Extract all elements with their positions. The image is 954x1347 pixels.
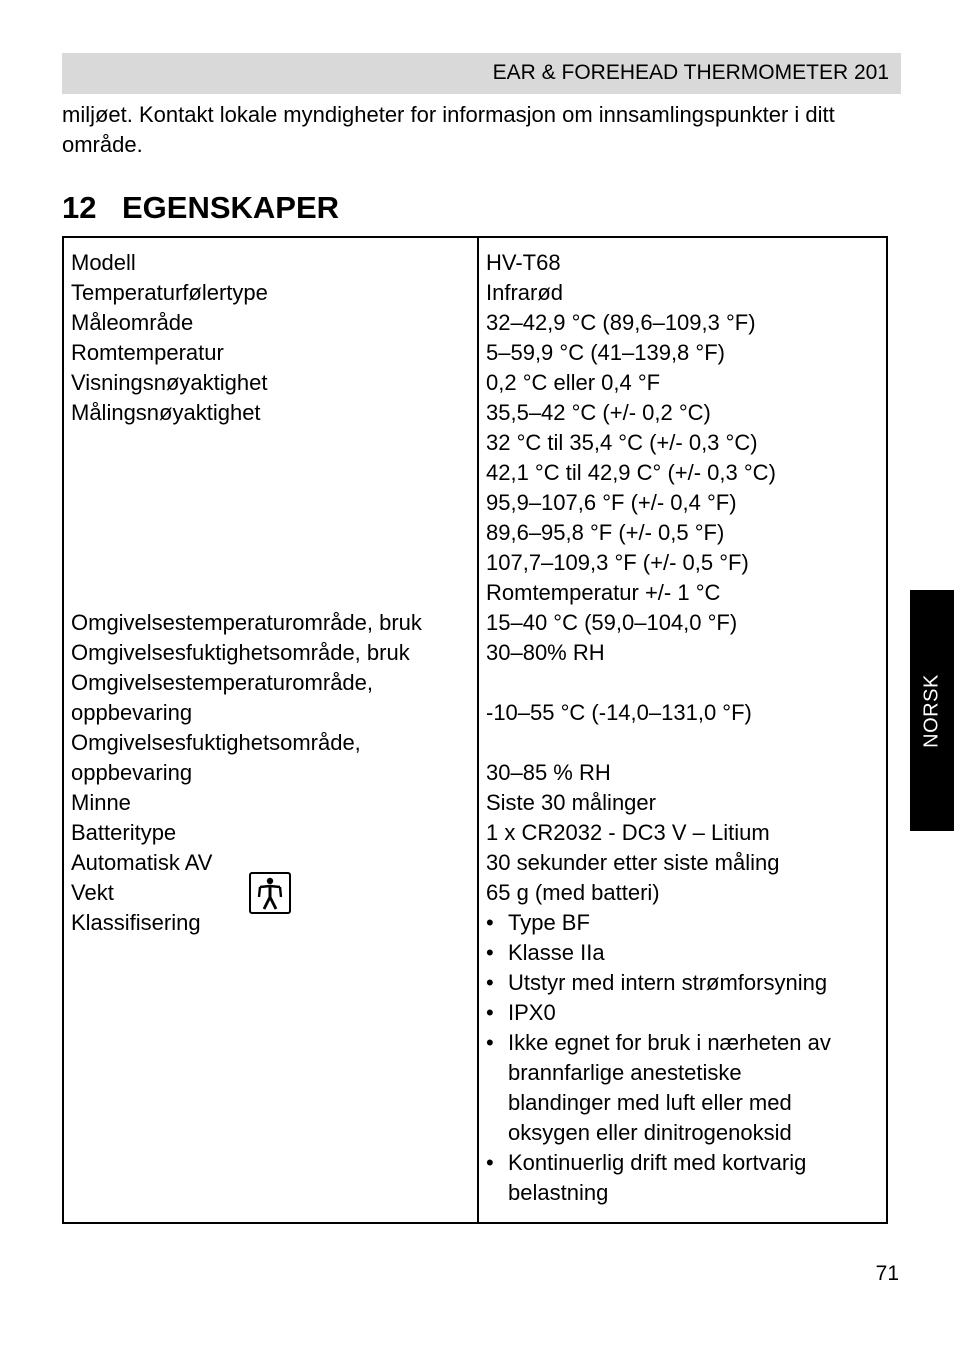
spec-label: Automatisk AV [71, 850, 213, 875]
spec-value: 30–80% RH [486, 640, 605, 665]
classification-item: • Ikke egnet for bruk i nærheten av brannfarlige anestetiske blandinger med luft eller med oksygen eller dinitrogenoksid [486, 1030, 831, 1145]
spec-value: 32–42,9 °C (89,6–109,3 °F) [486, 310, 756, 335]
spec-label: Klassifisering [71, 910, 201, 935]
spec-values-column [486, 248, 886, 1208]
spec-value: 42,1 °C til 42,9 C° (+/- 0,3 °C) [486, 460, 776, 485]
spec-value: 30 sekunder etter siste måling [486, 850, 780, 875]
spec-value: -10–55 °C (-14,0–131,0 °F) [486, 700, 752, 725]
classification-item: • IPX0 [486, 1000, 556, 1025]
intro-paragraph: miljøet. Kontakt lokale myndigheter for informasjon om innsamlingspunkter i ditt område. [62, 102, 835, 157]
language-tab-label: NORSK [920, 673, 943, 748]
spec-value: Infrarød [486, 280, 564, 305]
spec-value: 95,9–107,6 °F (+/- 0,4 °F) [486, 490, 737, 515]
spec-value: 5–59,9 °C (41–139,8 °F) [486, 340, 725, 365]
section-title: EGENSKAPER [122, 190, 340, 225]
classification-item: • Kontinuerlig drift med kortvarig belastning [486, 1150, 807, 1205]
section-heading [62, 188, 339, 228]
classification-item: • Utstyr med intern strømforsyning [486, 970, 828, 995]
spec-value: 107,7–109,3 °F (+/- 0,5 °F) [486, 550, 749, 575]
spec-value: 65 g (med batteri) [486, 880, 660, 905]
classification-item: • Klasse IIa [486, 940, 605, 965]
spec-value: 0,2 °C eller 0,4 °F [486, 370, 661, 395]
spec-label: Visningsnøyaktighet [71, 370, 268, 395]
type-bf-applied-part-icon [249, 872, 291, 914]
spec-label: Omgivelsesfuktighetsområde, [71, 730, 361, 755]
column-divider [477, 238, 479, 1222]
spec-label: oppbevaring [71, 760, 193, 785]
spec-label: Omgivelsestemperaturområde, bruk [71, 610, 422, 635]
spec-value: 15–40 °C (59,0–104,0 °F) [486, 610, 738, 635]
spec-label: Batteritype [71, 820, 177, 845]
specifications-table [62, 236, 888, 1224]
spec-value: 35,5–42 °C (+/- 0,2 °C) [486, 400, 711, 425]
spec-value: 30–85 % RH [486, 760, 611, 785]
language-tab [910, 590, 954, 831]
spec-labels-column [71, 248, 476, 938]
classification-item: • Type BF [486, 910, 590, 935]
spec-value: Siste 30 målinger [486, 790, 656, 815]
spec-value: HV-T68 [486, 250, 561, 275]
spec-label: Måleområde [71, 310, 194, 335]
spec-label: Omgivelsestemperaturområde, [71, 670, 374, 695]
spec-label: Temperaturfølertype [71, 280, 268, 305]
spec-value: Romtemperatur +/- 1 °C [486, 580, 721, 605]
spec-value: 1 x CR2032 - DC3 V – Litium [486, 820, 770, 845]
spec-label: Vekt [71, 880, 114, 905]
section-number: 12 [62, 190, 97, 225]
spec-label: Romtemperatur [71, 340, 224, 365]
spec-label: oppbevaring [71, 700, 193, 725]
spec-label: Minne [71, 790, 131, 815]
document-title: EAR & FOREHEAD THERMOMETER 201 [492, 61, 889, 84]
spec-label: Modell [71, 250, 136, 275]
spec-label: Omgivelsesfuktighetsområde, bruk [71, 640, 410, 665]
running-header [62, 53, 901, 94]
spec-value: 32 °C til 35,4 °C (+/- 0,3 °C) [486, 430, 758, 455]
page-number: 71 [875, 1262, 899, 1285]
spec-label: Målingsnøyaktighet [71, 400, 261, 425]
spec-value: 89,6–95,8 °F (+/- 0,5 °F) [486, 520, 725, 545]
